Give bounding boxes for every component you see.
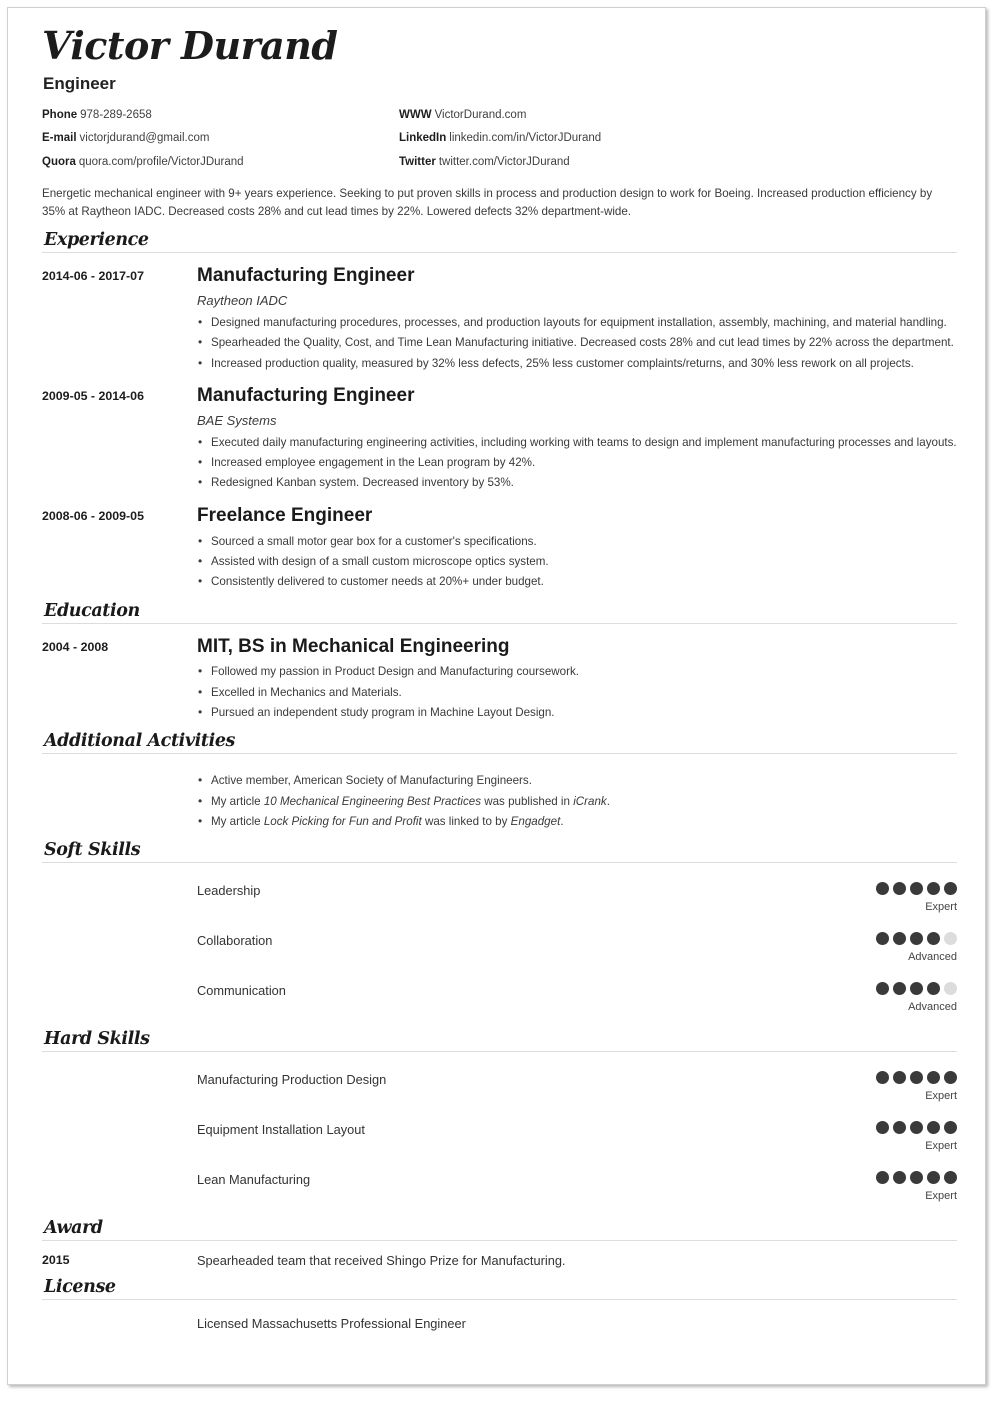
section-divider <box>42 252 957 253</box>
soft-skill-row <box>42 932 957 963</box>
section-license <box>42 1277 957 1331</box>
experience-title: Freelance Engineer <box>197 504 373 526</box>
award-row <box>42 1253 957 1268</box>
section-heading-hard-skills: Hard Skills <box>44 1029 150 1050</box>
resume-header <box>42 23 957 221</box>
soft-skill-rating <box>837 882 957 913</box>
section-heading-experience: Experience <box>44 230 149 251</box>
rating-dot-filled-icon <box>927 882 940 895</box>
soft-skill-name: Communication <box>197 983 286 999</box>
section-heading-education: Education <box>44 600 140 621</box>
rating-dot-filled-icon <box>927 1071 940 1084</box>
rating-dot-filled-icon <box>893 1171 906 1184</box>
hard-skill-list <box>42 1071 957 1202</box>
section-heading-soft-skills: Soft Skills <box>44 840 141 861</box>
candidate-name: Victor Durand <box>42 23 338 68</box>
section-hard-skills <box>42 1029 957 1202</box>
rating-dot-filled-icon <box>927 932 940 945</box>
hard-skill-name: Lean Manufacturing <box>197 1172 311 1188</box>
contact-label: E-mail <box>42 132 77 145</box>
section-divider <box>42 1240 957 1241</box>
soft-skill-list <box>42 882 957 1013</box>
experience-bullet-list <box>197 533 957 592</box>
activities-bullet-list <box>197 772 957 831</box>
hard-skill-level: Expert <box>925 1190 957 1203</box>
soft-skill-level: Advanced <box>908 1001 957 1014</box>
rating-dot-filled-icon <box>893 932 906 945</box>
rating-dot-filled-icon <box>910 1071 923 1084</box>
experience-entry <box>42 265 957 373</box>
candidate-job-title: Engineer <box>43 73 116 93</box>
soft-skill-rating-dots <box>837 982 957 995</box>
experience-bullet-list <box>197 434 957 493</box>
rating-dot-filled-icon <box>944 1071 957 1084</box>
experience-dates: 2008-06 - 2009-05 <box>42 508 144 523</box>
contact-label: Twitter <box>399 155 436 168</box>
experience-organization: BAE Systems <box>197 412 277 428</box>
rating-dot-filled-icon <box>927 1171 940 1184</box>
experience-bullet: • Sourced a small motor gear box for a customer's specifications. <box>197 533 957 551</box>
rating-dot-filled-icon <box>910 882 923 895</box>
section-divider <box>42 623 957 624</box>
rating-dot-filled-icon <box>910 1121 923 1134</box>
hard-skill-level: Expert <box>925 1090 957 1103</box>
contact-linkedin <box>399 131 957 145</box>
hard-skill-rating-dots <box>837 1071 957 1084</box>
activity-bullet: • My article Lock Picking for Fun and Profit was linked to by Engadget. <box>197 813 957 831</box>
hard-skill-name: Manufacturing Production Design <box>197 1072 387 1088</box>
contact-label: WWW <box>399 108 432 121</box>
hard-skill-rating <box>837 1071 957 1102</box>
soft-skill-level: Advanced <box>908 951 957 964</box>
experience-bullet: • Redesigned Kanban system. Decreased inventory by 53%. <box>197 474 957 492</box>
license-row <box>42 1316 957 1331</box>
soft-skill-rating-dots <box>837 932 957 945</box>
activities-entry <box>42 766 957 831</box>
experience-bullet: • Increased production quality, measured by 32% less defects, 25% less customer complaints/returns, and 30% less rework on all projects. <box>197 355 957 373</box>
soft-skill-level: Expert <box>925 901 957 914</box>
contact-www <box>399 108 957 122</box>
rating-dot-filled-icon <box>893 982 906 995</box>
education-title: MIT, BS in Mechanical Engineering <box>197 635 510 657</box>
soft-skill-rating <box>837 982 957 1013</box>
section-soft-skills <box>42 840 957 1013</box>
rating-dot-filled-icon <box>893 1071 906 1084</box>
soft-skill-row <box>42 882 957 913</box>
hard-skill-name: Equipment Installation Layout <box>197 1122 365 1138</box>
rating-dot-filled-icon <box>910 932 923 945</box>
rating-dot-filled-icon <box>910 1171 923 1184</box>
hard-skill-row <box>42 1121 957 1152</box>
hard-skill-rating-dots <box>837 1121 957 1134</box>
experience-dates: 2014-06 - 2017-07 <box>42 269 144 284</box>
soft-skill-name: Collaboration <box>197 933 273 949</box>
education-entry-list <box>42 636 957 723</box>
activities-body <box>197 766 957 831</box>
rating-dot-filled-icon <box>944 1121 957 1134</box>
experience-dates: 2009-05 - 2014-06 <box>42 388 144 403</box>
rating-dot-filled-icon <box>876 982 889 995</box>
resume-page <box>7 7 986 1385</box>
education-body <box>197 636 957 723</box>
experience-body <box>197 265 957 373</box>
section-divider <box>42 753 957 754</box>
rating-dot-filled-icon <box>893 1121 906 1134</box>
professional-summary: Energetic mechanical engineer with 9+ years experience. Seeking to put proven skills in process and production design to work for Boeing. Increased production efficiency by 35% at Raytheon IADC. Decreased costs 28% and cut lead times by 22%. Lowered defects 32% department-wide. <box>42 187 933 219</box>
contact-label: Quora <box>42 155 76 168</box>
experience-bullet: • Designed manufacturing procedures, processes, and production layouts for equipment installation, assembly, machining, and material handling. <box>197 314 957 332</box>
rating-dot-filled-icon <box>876 1121 889 1134</box>
activities-date-spacer <box>42 766 197 770</box>
experience-body <box>197 385 957 493</box>
contact-value[interactable]: victorjdurand@gmail.com <box>79 132 210 145</box>
rating-dot-filled-icon <box>876 1171 889 1184</box>
contact-value[interactable]: linkedin.com/in/VictorJDurand <box>449 132 602 145</box>
experience-bullet: • Executed daily manufacturing engineering activities, including working with teams to design and implement manufacturing processes and layouts. <box>197 434 957 452</box>
hard-skill-level: Expert <box>925 1140 957 1153</box>
section-heading-award: Award <box>44 1218 103 1239</box>
activity-bullet: • My article 10 Mechanical Engineering Best Practices was published in iCrank. <box>197 793 957 811</box>
education-dates: 2004 - 2008 <box>42 639 109 654</box>
education-bullet: • Followed my passion in Product Design and Manufacturing coursework. <box>197 663 957 681</box>
rating-dot-filled-icon <box>876 932 889 945</box>
experience-title: Manufacturing Engineer <box>197 265 415 287</box>
contact-value[interactable]: 978-289-2658 <box>80 108 152 121</box>
experience-organization: Raytheon IADC <box>197 293 288 309</box>
contact-label: LinkedIn <box>399 132 447 145</box>
rating-dot-filled-icon <box>910 982 923 995</box>
contact-label: Phone <box>42 108 78 121</box>
experience-entry <box>42 385 957 493</box>
experience-title: Manufacturing Engineer <box>197 384 415 406</box>
section-award <box>42 1218 957 1268</box>
soft-skill-row <box>42 982 957 1013</box>
section-divider <box>42 1051 957 1052</box>
education-entry <box>42 636 957 723</box>
rating-dot-empty-icon <box>944 982 957 995</box>
section-education <box>42 601 957 723</box>
section-divider <box>42 862 957 863</box>
hard-skill-row <box>42 1171 957 1202</box>
hard-skill-rating-dots <box>837 1171 957 1184</box>
rating-dot-filled-icon <box>876 1071 889 1084</box>
education-bullet: • Pursued an independent study program in Machine Layout Design. <box>197 704 957 722</box>
section-additional-activities <box>42 731 957 831</box>
contact-phone <box>42 108 399 122</box>
contact-quora <box>42 155 399 169</box>
education-bullet: • Excelled in Mechanics and Materials. <box>197 684 957 702</box>
soft-skill-rating-dots <box>837 882 957 895</box>
experience-bullet: • Increased employee engagement in the Lean program by 42%. <box>197 454 957 472</box>
section-divider <box>42 1299 957 1300</box>
experience-bullet: • Spearheaded the Quality, Cost, and Time Lean Manufacturing initiative. Decreased costs 28% and cut lead times by 22% across the department. <box>197 334 957 352</box>
award-date: 2015 <box>42 1253 70 1268</box>
section-experience <box>42 230 957 591</box>
experience-bullet: • Assisted with design of a small custom microscope optics system. <box>197 553 957 571</box>
award-text: Spearheaded team that received Shingo Prize for Manufacturing. <box>197 1253 566 1269</box>
hard-skill-row <box>42 1071 957 1102</box>
experience-body <box>197 505 957 592</box>
contact-value[interactable]: VictorDurand.com <box>434 108 527 121</box>
rating-dot-empty-icon <box>944 932 957 945</box>
rating-dot-filled-icon <box>876 882 889 895</box>
hard-skill-rating <box>837 1171 957 1202</box>
rating-dot-filled-icon <box>893 882 906 895</box>
section-heading-license: License <box>44 1277 116 1298</box>
experience-bullet: • Consistently delivered to customer needs at 20%+ under budget. <box>197 573 957 591</box>
education-bullet-list <box>197 663 957 722</box>
contact-e-mail <box>42 131 399 145</box>
rating-dot-filled-icon <box>944 1171 957 1184</box>
rating-dot-filled-icon <box>927 1121 940 1134</box>
experience-bullet-list <box>197 314 957 373</box>
activity-bullet: • Active member, American Society of Manufacturing Engineers. <box>197 772 957 790</box>
contact-value[interactable]: quora.com/profile/VictorJDurand <box>78 155 244 168</box>
contact-value[interactable]: twitter.com/VictorJDurand <box>438 155 570 168</box>
license-text: Licensed Massachusetts Professional Engineer <box>197 1316 466 1332</box>
experience-entry <box>42 505 957 592</box>
rating-dot-filled-icon <box>944 882 957 895</box>
contact-twitter <box>399 155 957 169</box>
section-heading-activities: Additional Activities <box>44 731 236 752</box>
hard-skill-rating <box>837 1121 957 1152</box>
contact-grid <box>42 108 957 169</box>
rating-dot-filled-icon <box>927 982 940 995</box>
soft-skill-name: Leadership <box>197 883 261 899</box>
experience-entry-list <box>42 265 957 591</box>
soft-skill-rating <box>837 932 957 963</box>
